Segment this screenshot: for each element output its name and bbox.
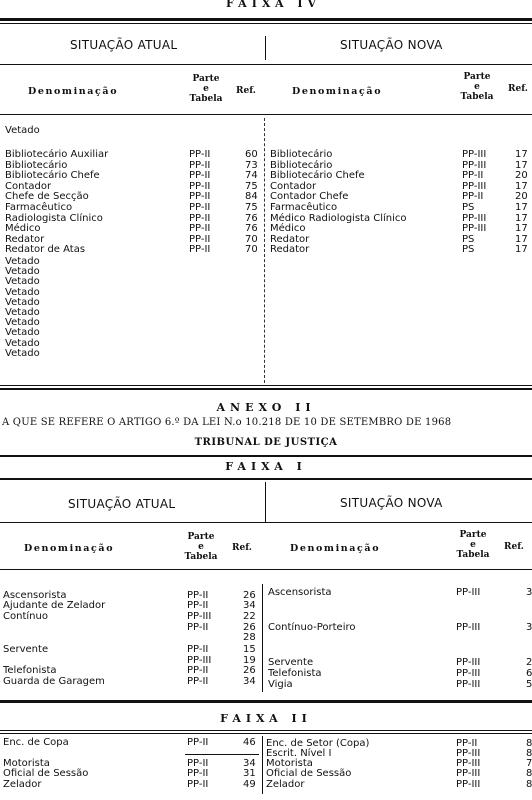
table-row (3, 612, 261, 622)
faixa-i-title: FAIXA I (225, 460, 307, 473)
table-row (5, 171, 263, 181)
ref-header-right: Ref. (508, 84, 528, 94)
vetado-item: Vetado (5, 307, 40, 319)
row-denominacao: Escrit. Nível I (266, 748, 332, 759)
top-rule (0, 18, 532, 21)
table-row (3, 601, 261, 611)
row-parte-tabela: PP-II (187, 644, 209, 655)
table-row (5, 203, 263, 213)
vetado-item: Vetado (5, 296, 40, 308)
row-parte-tabela: PP-II (462, 191, 484, 203)
table-row (3, 769, 261, 779)
vetado-item: Vetado (5, 266, 40, 278)
row-ref: 17 (515, 244, 528, 256)
row-parte-tabela: PP-II (187, 665, 209, 676)
vetado-item: Vetado (5, 256, 40, 267)
row-parte-tabela: PP-II (187, 768, 209, 779)
row-denominacao: Contínuo (3, 611, 48, 622)
row-denominacao: Contínuo-Porteiro (268, 622, 356, 633)
row-parte-tabela: PP-II (189, 202, 211, 213)
ref-header-left-2: Ref. (232, 543, 252, 553)
row-ref: 17 (515, 223, 528, 235)
row-denominacao: Telefonista (3, 665, 57, 676)
row-parte-tabela: PS (462, 202, 475, 213)
table-row (268, 658, 532, 668)
row-denominacao: Zelador (266, 779, 305, 790)
row-parte-tabela: PP-II (187, 758, 209, 769)
table-row (3, 677, 261, 687)
table-row (270, 150, 532, 160)
row-denominacao: Médico (270, 223, 306, 235)
row-ref: 3 (526, 622, 532, 633)
table-row (3, 780, 261, 790)
row-parte-tabela: PP-III (462, 223, 487, 235)
table-row (270, 192, 532, 202)
row-denominacao: Enc. de Setor (Copa) (266, 738, 370, 749)
faixa-ii-rule-bottom-2 (0, 733, 532, 734)
row-parte-tabela: PP-III (462, 212, 487, 224)
parte-tabela-header-right: Parte e Tabela (460, 72, 494, 102)
row-parte-tabela: PP-III (187, 655, 212, 666)
row-denominacao: Vigia (268, 679, 293, 690)
table-row (270, 214, 532, 224)
row-denominacao: Servente (3, 644, 49, 655)
row-denominacao: Ajudante de Zelador (3, 600, 106, 611)
table-row (3, 666, 261, 676)
vetado-list (5, 257, 40, 359)
section-header-rule (0, 64, 532, 65)
top-rule-thin (0, 23, 532, 24)
row-denominacao: Redator de Atas (5, 244, 86, 256)
row-parte-tabela: PP-III (456, 679, 481, 690)
row-ref: 76 (245, 223, 258, 235)
row-ref: 2 (526, 657, 532, 668)
row-parte-tabela: PP-II (189, 180, 211, 192)
table-row (268, 669, 532, 679)
row-parte-tabela: PP-III (456, 587, 481, 598)
row-parte-tabela: PP-II (187, 622, 209, 633)
row-parte-tabela: PP-III (456, 657, 481, 668)
row-ref: 75 (245, 180, 258, 192)
row-parte-tabela: PP-II (189, 159, 211, 171)
row-denominacao: Contador (5, 180, 52, 192)
row-denominacao: Médico Radiologista Clínico (270, 212, 407, 224)
row-denominacao: Oficial de Sessão (3, 768, 89, 779)
faixa-iv-title: FAIXA IV (226, 0, 322, 10)
row-parte-tabela: PP-II (187, 600, 209, 611)
table-row (5, 150, 263, 160)
row-ref: 5 (526, 679, 532, 690)
row-parte-tabela: PP-III (462, 159, 487, 171)
table-row (5, 192, 263, 202)
center-divider-dashed (264, 118, 265, 383)
row-denominacao: Redator (270, 244, 310, 256)
row-ref: 20 (515, 191, 528, 203)
vetado-item: Vetado (5, 276, 40, 288)
row-ref: 70 (245, 244, 258, 256)
row-ref: 20 (515, 170, 528, 182)
row-ref: 3 (526, 587, 532, 598)
row-ref: 26 (243, 622, 256, 633)
ref-header-left: Ref. (236, 86, 256, 96)
table-row (5, 245, 263, 255)
row-parte-tabela: PP-II (189, 244, 211, 256)
row-parte-tabela: PP-II (187, 590, 209, 601)
table-row (5, 214, 263, 224)
row-ref: 17 (515, 233, 528, 245)
header-bottom-rule (0, 114, 532, 115)
table-row (3, 623, 261, 633)
row-denominacao: Farmacêutico (5, 202, 73, 213)
row-ref: 84 (245, 191, 258, 203)
row-ref: 15 (243, 644, 256, 655)
row-ref: 31 (243, 768, 256, 779)
situacao-atual-heading-2: SITUAÇÃO ATUAL (68, 497, 176, 511)
denominacao-header-left-2: Denominação (24, 543, 115, 554)
row-ref: 74 (245, 170, 258, 182)
row-ref: 17 (515, 212, 528, 224)
row-parte-tabela: PP-II (187, 737, 209, 748)
table-row (3, 738, 261, 748)
table-row (3, 633, 261, 643)
row-ref: 22 (243, 611, 256, 622)
header-divider-2 (265, 482, 266, 522)
row-denominacao: Guarda de Garagem (3, 676, 105, 687)
table-row (5, 235, 263, 245)
tribunal-title: TRIBUNAL DE JUSTIÇA (194, 437, 338, 448)
parte-tabela-header-left-2: Parte e Tabela (184, 532, 218, 562)
row-ref: 26 (243, 665, 256, 676)
faixa-ii-rule-bottom (0, 730, 532, 731)
faixa-ii-rule-top (0, 700, 532, 703)
row-ref: 19 (243, 655, 256, 666)
row-parte-tabela: PP-II (189, 223, 211, 235)
row-ref: 17 (515, 149, 528, 160)
row-parte-tabela: PP-III (187, 611, 212, 622)
row-ref: 17 (515, 159, 528, 171)
row-denominacao: Ascensorista (268, 587, 332, 598)
row-ref: 7 (526, 758, 532, 769)
row-ref: 17 (515, 202, 528, 213)
row-denominacao: Chefe de Secção (5, 191, 89, 203)
row-ref: 8 (526, 748, 532, 759)
row-denominacao: Médico (5, 223, 41, 235)
parte-tabela-header-left: Parte e Tabela (189, 74, 223, 104)
row-ref: 8 (526, 738, 532, 749)
section-header-rule-2 (0, 522, 532, 523)
row-ref: 34 (243, 676, 256, 687)
faixa-i-rule-bottom (0, 478, 532, 480)
row-ref: 70 (245, 233, 258, 245)
row-parte-tabela: PP-II (189, 191, 211, 203)
row-denominacao: Motorista (266, 758, 313, 769)
row-denominacao: Ascensorista (3, 590, 67, 601)
table-row (270, 245, 532, 255)
row-ref: 46 (243, 737, 256, 748)
row-denominacao: Bibliotecário (5, 159, 68, 171)
row-denominacao: Redator (270, 233, 310, 245)
row-parte-tabela: PS (462, 244, 475, 256)
anexo-subtitle: A QUE SE REFERE O ARTIGO 6.º DA LEI N.o 10.218 DE 10 DE SETEMBRO DE 1968 (2, 417, 452, 428)
row-ref: 6 (526, 668, 532, 679)
row-ref: 34 (243, 758, 256, 769)
table-row (5, 182, 263, 192)
vetado-item: Vetado (5, 337, 40, 349)
row-parte-tabela: PP-III (456, 748, 481, 759)
row-parte-tabela: PP-II (189, 233, 211, 245)
row-parte-tabela: PP-II (189, 149, 211, 160)
denominacao-header-left: Denominação (28, 86, 119, 97)
vetado-item: Vetado (5, 347, 40, 359)
table-row (270, 171, 532, 181)
row-ref: 28 (243, 632, 256, 643)
row-ref: 76 (245, 212, 258, 224)
table-row (268, 588, 532, 598)
row-parte-tabela: PP-III (462, 180, 487, 192)
vetado-item: Vetado (5, 327, 40, 339)
faixa-i-rule-top (0, 455, 532, 457)
row-parte-tabela: PP-II (189, 170, 211, 182)
center-divider-3 (262, 736, 263, 794)
row-ref: 60 (245, 149, 258, 160)
table-row (266, 780, 532, 790)
row-parte-tabela: PP-III (456, 758, 481, 769)
faixa-ii-title: FAIXA II (220, 712, 312, 725)
row-denominacao: Radiologista Clínico (5, 212, 103, 224)
row-parte-tabela: PS (462, 233, 475, 245)
situacao-nova-heading: SITUAÇÃO NOVA (340, 38, 443, 52)
row-ref: 8 (526, 779, 532, 790)
row-ref: 17 (515, 180, 528, 192)
table-row (270, 235, 532, 245)
center-divider-2 (262, 584, 263, 692)
ref-header-right-2: Ref. (504, 542, 524, 552)
row-denominacao: Telefonista (268, 668, 322, 679)
row-parte-tabela: PP-II (189, 212, 211, 224)
row-parte-tabela: PP-II (456, 738, 478, 749)
faixa-ii-left-underline (185, 754, 259, 755)
row-denominacao: Bibliotecário (270, 149, 333, 160)
denominacao-header-right: Denominação (292, 86, 383, 97)
row-denominacao: Contador (270, 180, 317, 192)
row-denominacao: Bibliotecário Auxiliar (5, 149, 109, 160)
row-parte-tabela: PP-II (187, 676, 209, 687)
table-row (270, 203, 532, 213)
vetado-item: Vetado (5, 317, 40, 329)
table-row (270, 224, 532, 234)
table-row (3, 645, 261, 655)
table-row (5, 224, 263, 234)
anexo-title: ANEXO II (216, 401, 316, 414)
row-denominacao: Oficial de Sessão (266, 768, 352, 779)
parte-tabela-header-right-2: Parte e Tabela (456, 530, 490, 560)
row-ref: 73 (245, 159, 258, 171)
vetado-top: Vetado (5, 125, 40, 136)
row-denominacao: Redator (5, 233, 45, 245)
row-denominacao: Motorista (3, 758, 50, 769)
row-parte-tabela: PP-III (456, 779, 481, 790)
row-denominacao: Enc. de Copa (3, 737, 69, 748)
row-denominacao: Contador Chefe (270, 191, 349, 203)
row-denominacao: Bibliotecário Chefe (270, 170, 365, 182)
table-row (268, 680, 532, 690)
row-denominacao: Farmacêutico (270, 202, 338, 213)
top-end-rule-2 (0, 388, 532, 390)
header-bottom-rule-2 (0, 569, 532, 570)
row-ref: 75 (245, 202, 258, 213)
row-denominacao: Servente (268, 657, 314, 668)
table-row (266, 769, 532, 779)
situacao-atual-heading: SITUAÇÃO ATUAL (70, 38, 178, 52)
vetado-item: Vetado (5, 286, 40, 298)
top-end-rule (0, 385, 532, 386)
header-divider (265, 36, 266, 60)
row-ref: 49 (243, 779, 256, 790)
row-parte-tabela: PP-III (456, 622, 481, 633)
denominacao-header-right-2: Denominação (290, 543, 381, 554)
row-parte-tabela: PP-II (462, 170, 484, 182)
row-parte-tabela: PP-III (456, 768, 481, 779)
row-denominacao: Zelador (3, 779, 42, 790)
table-row (268, 623, 532, 633)
row-parte-tabela: PP-II (187, 779, 209, 790)
row-denominacao: Bibliotecário (270, 159, 333, 171)
row-parte-tabela: PP-III (462, 149, 487, 160)
situacao-nova-heading-2: SITUAÇÃO NOVA (340, 496, 443, 510)
row-denominacao: Bibliotecário Chefe (5, 170, 100, 182)
row-ref: 26 (243, 590, 256, 601)
row-ref: 34 (243, 600, 256, 611)
row-ref: 8 (526, 768, 532, 779)
table-row (270, 182, 532, 192)
row-parte-tabela: PP-III (456, 668, 481, 679)
